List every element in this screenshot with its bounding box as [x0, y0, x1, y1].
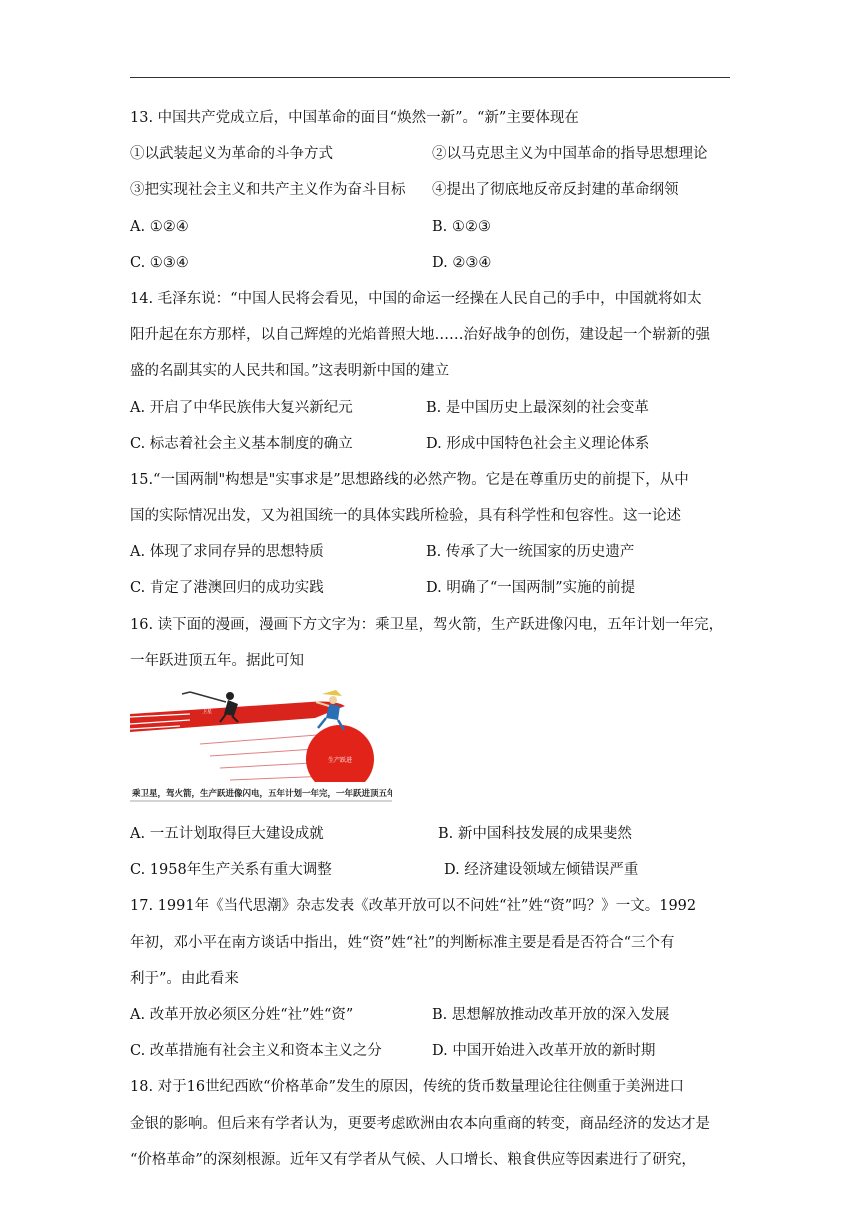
q14-options-row2 [130, 434, 730, 454]
q13-option-d[interactable]: D. ②③④ [432, 254, 492, 271]
q14-option-b[interactable]: B. 是中国历史上最深刻的社会变革 [426, 399, 649, 416]
q16-option-b[interactable]: B. 新中国科技发展的成果斐然 [438, 826, 632, 842]
q15-stem-line1: 15.“一国两制"构想是"实事求是”思想路线的必然产物。它是在尊重历史的前提下，从中 [130, 471, 689, 488]
ball-label: 生产跃进 [327, 757, 353, 764]
q17-options-row1 [130, 1005, 730, 1025]
q14-option-c[interactable]: C. 标志着社会主义基本制度的确立 [130, 435, 353, 452]
q13-option-c[interactable]: C. ①③④ [130, 254, 189, 271]
q13-statement-1: ①以武装起义为革命的斗争方式 [130, 146, 333, 163]
q16-stem-line2: 一年跃进顶五年。据此可知 [130, 652, 304, 669]
q15-option-b[interactable]: B. 传承了大一统国家的历史遗产 [426, 544, 635, 561]
q14-stem-line1: 14. 毛泽东说：“中国人民将会看见，中国的命运一经操在人民自己的手中，中国就将如太 [130, 290, 702, 307]
q17-option-b[interactable]: B. 思想解放推动改革开放的深入发展 [432, 1006, 670, 1023]
q13-statement-2: ②以马克思主义为中国革命的指导思想理论 [432, 146, 708, 163]
q13-option-a[interactable]: A. ①②④ [130, 218, 189, 235]
q13-options-row2 [130, 253, 730, 273]
q17-option-d[interactable]: D. 中国开始进入改革开放的新时期 [432, 1043, 656, 1060]
q17-option-a[interactable]: A. 改革开放必须区分姓“社”姓“资” [130, 1006, 354, 1023]
q17-stem-line2: 年初，邓小平在南方谈话中指出，姓“资”姓“社”的判断标准主要是看是否符合“三个有 [130, 934, 675, 951]
q14-stem-line2: 阳升起在东方那样，以自己辉煌的光焰普照大地……治好战争的创伤，建设起一个崭新的强 [130, 327, 710, 344]
q15-option-a[interactable]: A. 体现了求同存异的思想特质 [130, 544, 324, 561]
q15-stem-line2: 国的实际情况出发，又为祖国统一的具体实践所检验，具有科学性和包容性。这一论述 [130, 508, 681, 525]
q18-stem-line3: “价格革命”的深刻根源。近年又有学者从气候、人口增长、粮食供应等因素进行了研究， [130, 1151, 696, 1168]
exam-page [130, 108, 730, 1186]
q15-option-d[interactable]: D. 明确了“一国两制”实施的前提 [426, 580, 636, 597]
cartoon-caption: 乘卫星，驾火箭，生产跃进像闪电，五年计划一年完，一年跃进顶五年。 [132, 789, 392, 799]
q13-statements-row2 [130, 180, 730, 200]
q14-options-row1 [130, 398, 730, 418]
q14-option-d[interactable]: D. 形成中国特色社会主义理论体系 [426, 435, 650, 452]
rocket-label: 卫星 [202, 709, 213, 715]
q14-option-a[interactable]: A. 开启了中华民族伟大复兴新纪元 [130, 399, 353, 416]
q14-stem-line3: 盛的名副其实的人民共和国。”这表明新中国的建立 [130, 363, 450, 380]
q15-options-row1 [130, 542, 730, 562]
q18-stem-line2: 金银的影响。但后来有学者认为，更要考虑欧洲由农本向重商的转变，商品经济的发达才是 [130, 1115, 710, 1132]
q17-stem-line1: 17. 1991年《当代思潮》杂志发表《改革开放可以不问姓“社”姓“资”吗？》一文。1992 [130, 898, 697, 915]
q16-option-d[interactable]: D. 经济建设领域左倾错误严重 [444, 862, 639, 879]
q13-stem: 13. 中国共产党成立后，中国革命的面目“焕然一新”。“新”主要体现在 [130, 110, 579, 126]
cartoon-illustration [130, 684, 392, 802]
q17-option-c[interactable]: C. 改革措施有社会主义和资本主义之分 [130, 1043, 382, 1060]
q16-option-a[interactable]: A. 一五计划取得巨大建设成就 [130, 826, 324, 842]
q13-statements-row1 [130, 144, 730, 164]
q13-statement-4: ④提出了彻底地反帝反封建的革命纲领 [432, 182, 679, 199]
q13-option-b[interactable]: B. ①②③ [432, 218, 491, 235]
q13-options-row1 [130, 217, 730, 237]
q16-option-c[interactable]: C. 1958年生产关系有重大调整 [130, 862, 332, 879]
q15-options-row2 [130, 578, 730, 598]
q16-stem-line1: 16. 读下面的漫画，漫画下方文字为：乘卫星，驾火箭，生产跃进像闪电，五年计划一年完， [130, 616, 724, 633]
great-leap-forward-cartoon [130, 684, 392, 802]
q17-stem-line3: 利于”。由此看来 [130, 970, 239, 987]
q17-options-row2 [130, 1041, 730, 1061]
header-rule [130, 77, 730, 78]
q16-options-row2 [130, 860, 730, 880]
q18-stem-line1: 18. 对于16世纪西欧“价格革命”发生的原因，传统的货币数量理论往往侧重于美洲进口 [130, 1079, 684, 1096]
q15-option-c[interactable]: C. 肯定了港澳回归的成功实践 [130, 580, 324, 597]
q16-options-row1 [130, 824, 730, 844]
q13-statement-3: ③把实现社会主义和共产主义作为奋斗目标 [130, 182, 406, 199]
